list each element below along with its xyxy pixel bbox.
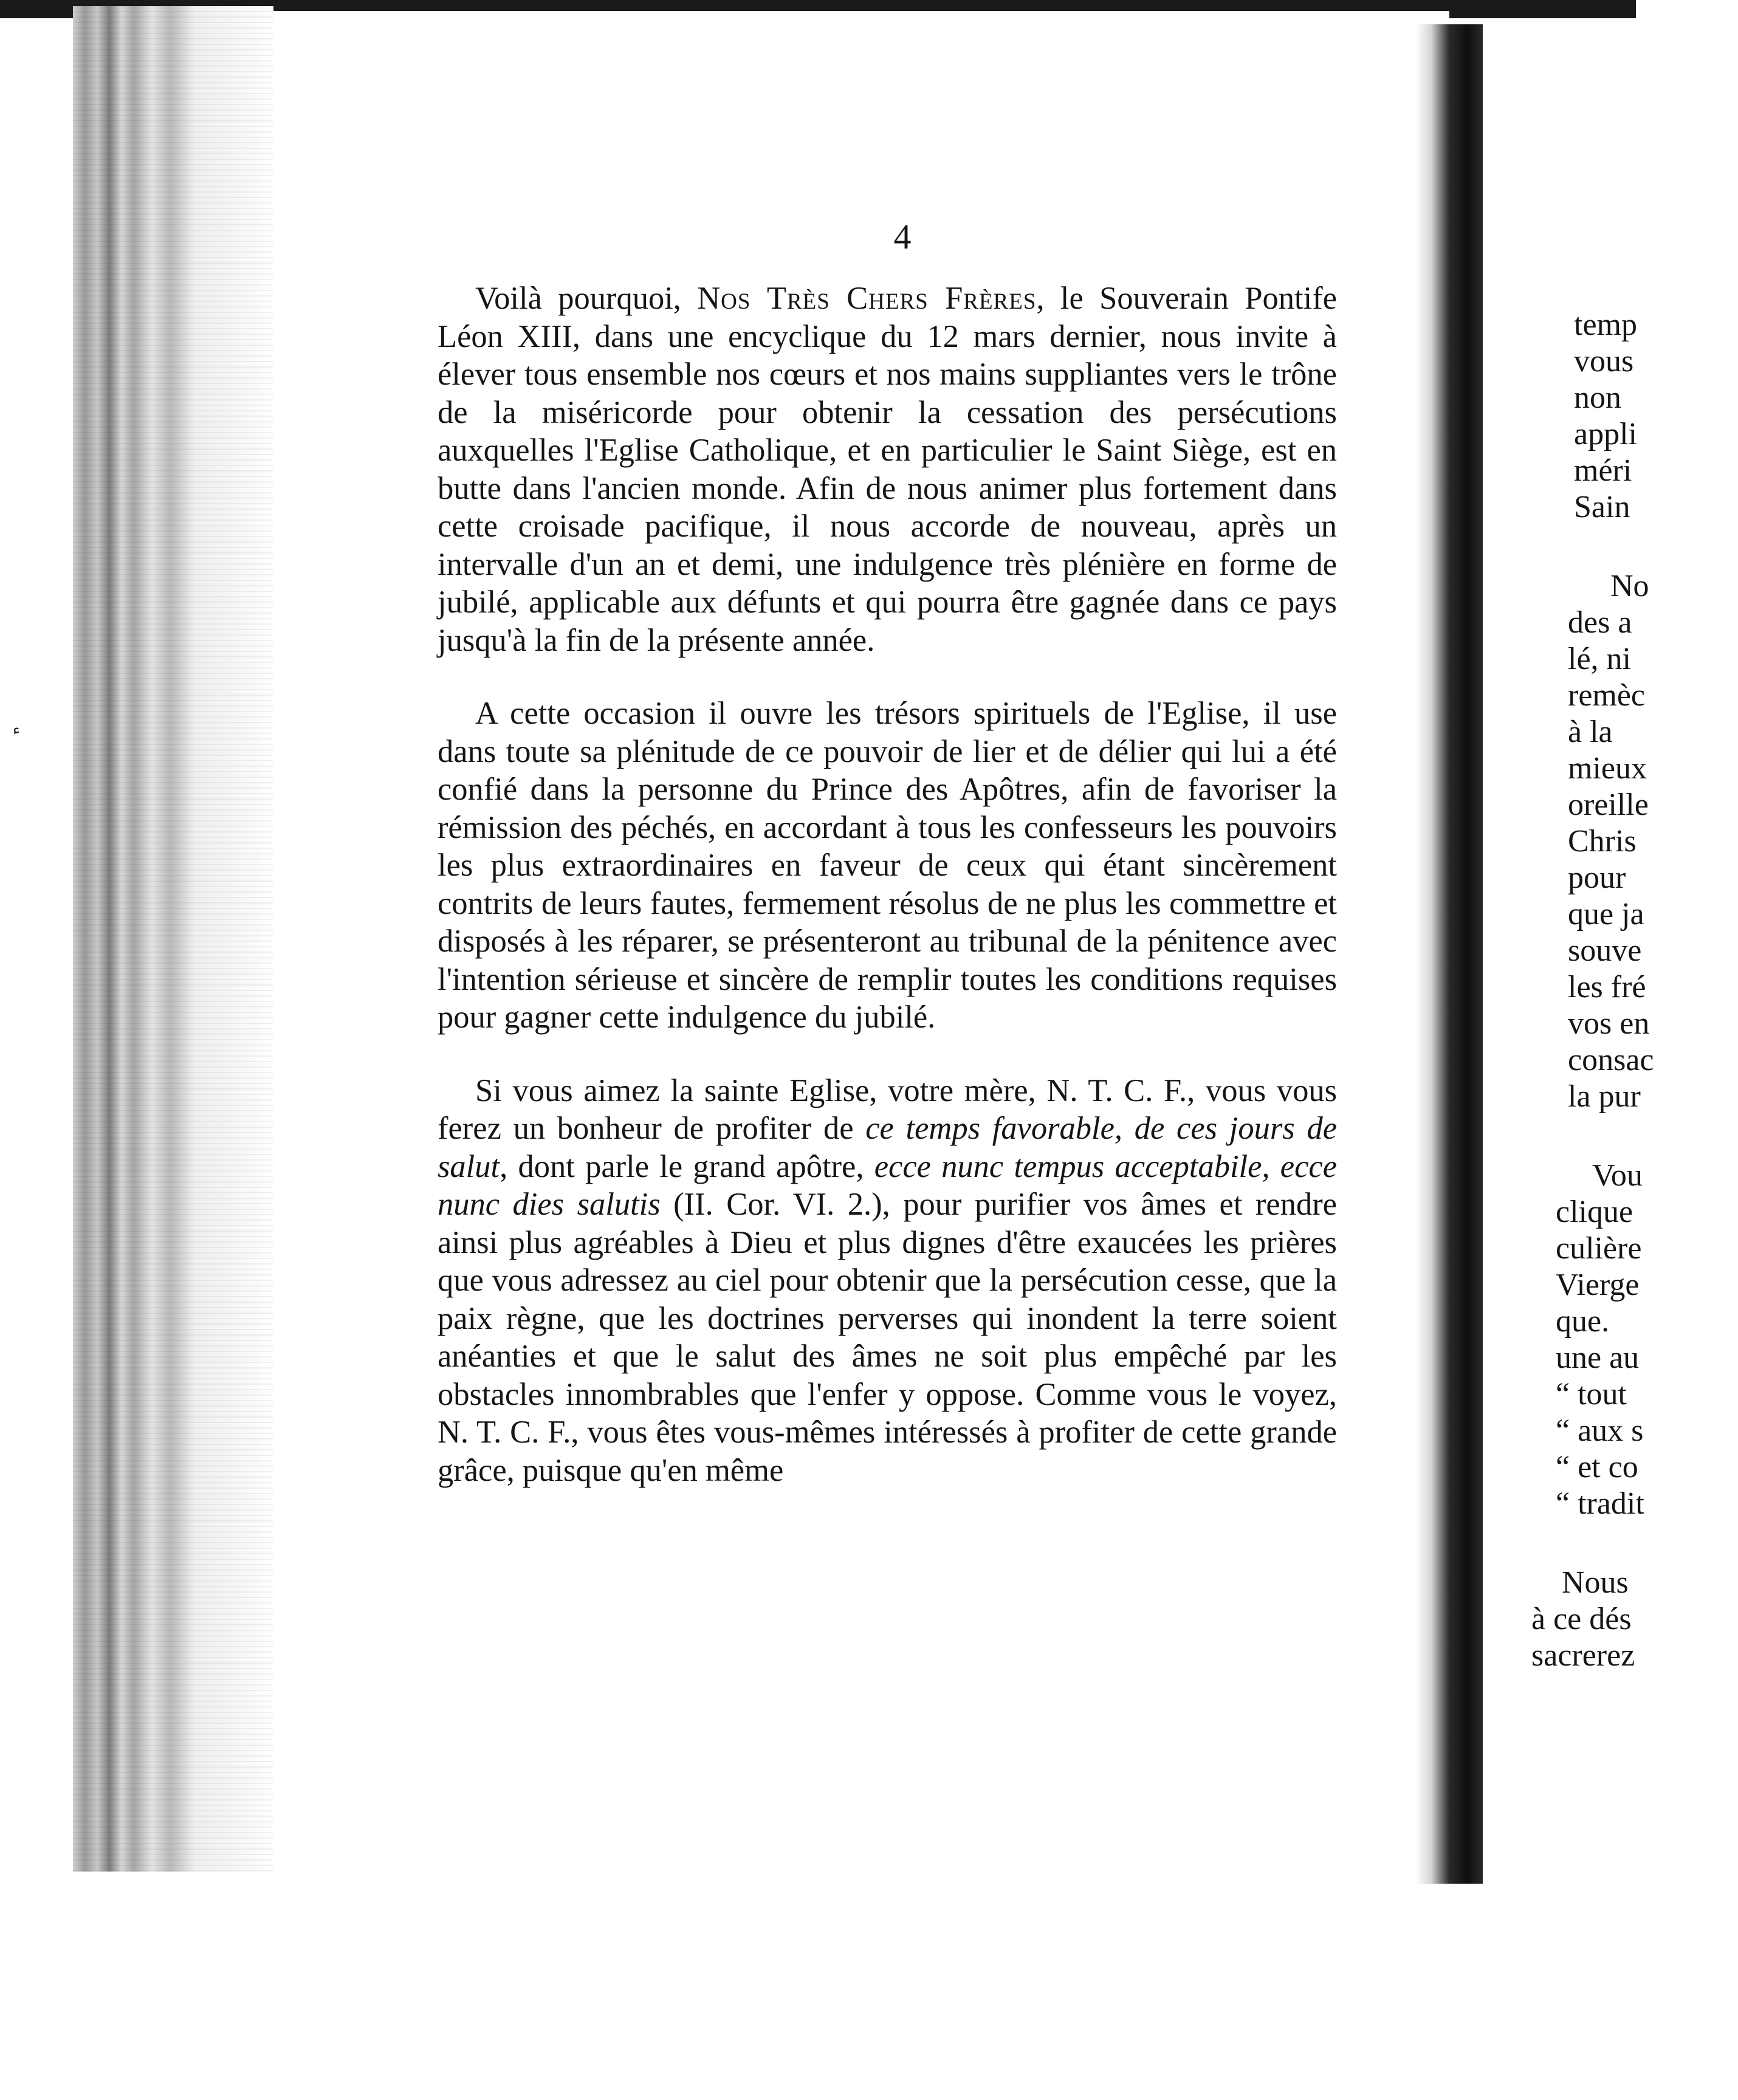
right-page-line: No [1610, 569, 1649, 603]
right-page-line: non [1574, 380, 1621, 415]
right-page-line: temp [1574, 307, 1637, 342]
paragraph-1-rest: , le Souverain Pontife Léon XIII, dans une encyclique du 12 mars dernier, nous invite à élever tous ensemble nos cœurs et nos mains suppliantes vers le trône de la miséricorde pour obtenir la cessation des persécutions auxquelles l'Eglise Catholique, et en particulier le Saint Siège, est en butte dans l'ancien monde. Afin de nous animer plus fortement dans cette croisade pacifique, il nous accorde de nouveau, après un intervalle d'un an et demi, une indulgence très plénière en forme de jubilé, applicable aux défunts et qui pourra être gagnée dans ce pays jusqu'à la fin de la présente année. [438, 281, 1337, 658]
right-page-line: les fré [1568, 970, 1646, 1004]
paragraph-3-italic-1: ce temps favorable, de ces jours de salut [438, 1111, 1337, 1184]
right-page-line: la pur [1568, 1079, 1641, 1114]
paragraph-3-part-1: Si vous aimez la sainte Eglise, votre mère, N. T. C. F., vous vous ferez un bonheur de profiter de [438, 1072, 1337, 1146]
right-page-line: lé, ni [1568, 642, 1631, 676]
right-page-line: Vou [1592, 1158, 1643, 1193]
right-page-line: mieux [1568, 751, 1647, 786]
right-page-line: clique [1556, 1195, 1633, 1229]
paragraph-1 [438, 280, 1337, 659]
right-page [1483, 18, 1654, 2100]
margin-speck: ٴ [12, 727, 21, 760]
right-page-line: méri [1574, 453, 1632, 488]
page-number: 4 [893, 217, 912, 256]
paragraph-3-italic-2: ecce nunc tempus acceptabile, ecce nunc dies salutis [438, 1148, 1338, 1222]
right-page-line: “ tout [1556, 1377, 1627, 1412]
right-page-line: “ aux s [1556, 1413, 1644, 1448]
right-page-line: appli [1574, 417, 1637, 451]
right-page-line: Vierge [1556, 1268, 1640, 1302]
right-page-line: oreille [1568, 787, 1649, 822]
right-page-line: pour [1568, 860, 1626, 895]
paragraph-3-part-2: , dont parle le grand apôtre, [500, 1148, 874, 1184]
right-page-line: une au [1556, 1340, 1640, 1375]
book-gutter [1416, 24, 1483, 1884]
paragraph-1-lead: Voilà pourquoi, [475, 281, 698, 316]
right-page-line: des a [1568, 605, 1632, 640]
right-page-line: vos en [1568, 1006, 1650, 1041]
right-page-line: remèc [1568, 678, 1646, 713]
right-page-line: Nous [1562, 1565, 1629, 1600]
page-edges [73, 6, 273, 1872]
right-page-line: “ tradit [1556, 1486, 1644, 1521]
right-page-line: sacrerez [1531, 1638, 1635, 1673]
right-page-line: à ce dés [1531, 1602, 1632, 1636]
right-page-line: Chris [1568, 824, 1637, 859]
right-page-line: vous [1574, 344, 1634, 379]
paragraph-2: A cette occasion il ouvre les trésors spirituels de l'Eglise, il use dans toute sa plénitude de ce pouvoir de lier et de délier qui lui a été confié dans la personne du Prince des Apôtres, afin de favoriser la rémission des péchés, en accordant à tous les confesseurs les pouvoirs les plus extraordinaires en faveur de ceux qui étant sincèrement contrits de leurs fautes, fermement résolus de ne plus les commettre et disposés à les réparer, se présenteront au tribunal de la pénitence avec l'intention sérieuse et sincère de remplir toutes les conditions requises pour gagner cette indulgence du jubilé. [438, 696, 1337, 1035]
paragraph-3 [438, 1072, 1337, 1490]
paragraph-3-part-3: (II. Cor. VI. 2.), pour purifier vos âmes et rendre ainsi plus agréables à Dieu et plus dignes d'être exaucées les prières que vous adressez au ciel pour obtenir que la persécution cesse, que la paix règne, que les doctrines perverses qui inondent la terre soient anéanties et que le salut des âmes ne soit plus empêché par les obstacles innombrables que l'enfer y oppose. Comme vous le voyez, N. T. C. F., vous êtes vous-mêmes intéressés à profiter de cette grande grâce, puisque qu'en même [438, 1187, 1337, 1488]
right-page-line: que. [1556, 1304, 1610, 1339]
right-page-line: que ja [1568, 897, 1644, 932]
paragraph-1-address: Nos Très Chers Frères [697, 281, 1037, 316]
right-page-line: culière [1556, 1231, 1642, 1266]
right-page-line: consac [1568, 1043, 1654, 1077]
right-page-line: “ et co [1556, 1450, 1638, 1484]
main-text-body [438, 280, 1337, 1515]
right-page-line: à la [1568, 715, 1613, 749]
right-page-line: Sain [1574, 490, 1630, 524]
right-page-line: souve [1568, 933, 1642, 968]
